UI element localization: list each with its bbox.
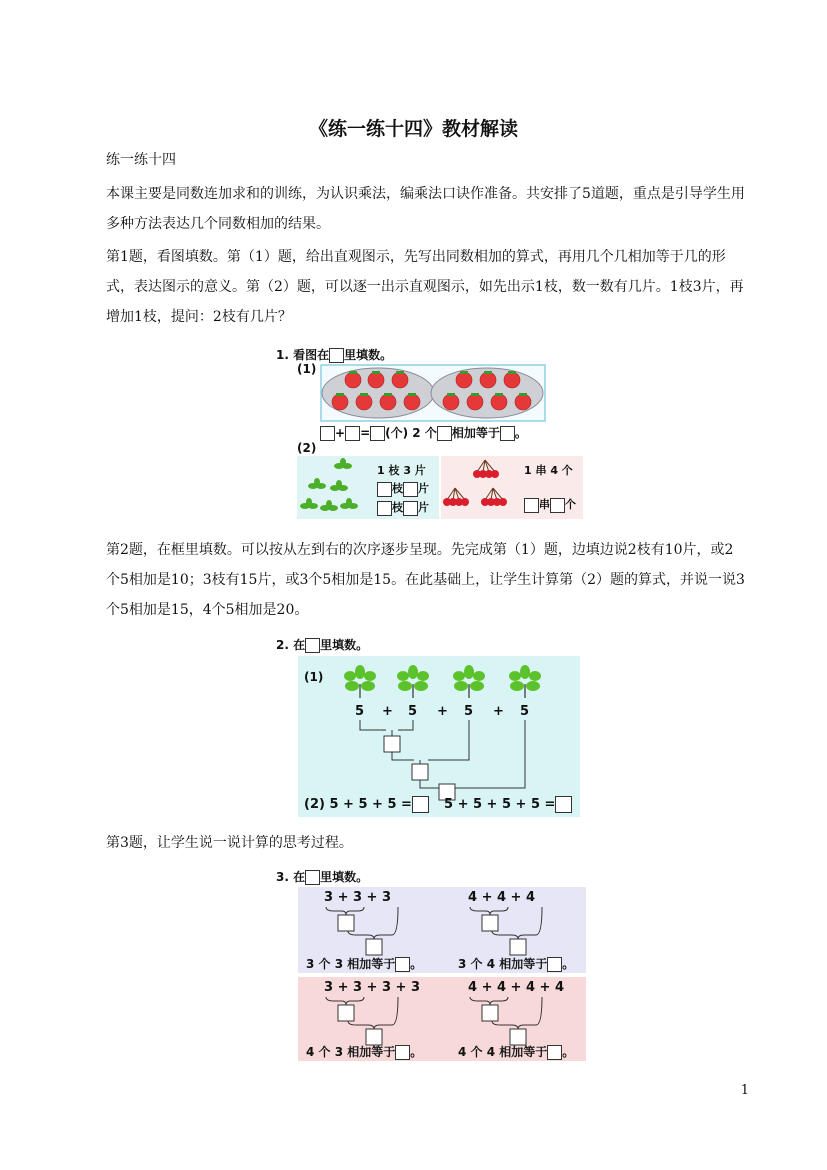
- paragraph-intro-text: 本课主要是同数连加求和的训练，为认识乘法，编乘法口诀作准备。共安排了5道题，重点是引导学生用多种方法表达几个同数相加的结果。: [106, 186, 745, 232]
- fig3-sentence-2: [458, 955, 574, 972]
- fig2-plus-3: +: [493, 704, 504, 719]
- answer-box: [377, 501, 392, 516]
- fig3-s4-text: 4 个 4 相加等于: [458, 1045, 548, 1059]
- answer-box: [305, 870, 320, 885]
- fig2-num-2: 5: [408, 704, 418, 719]
- answer-box: [500, 426, 515, 441]
- cherries-image: [441, 456, 521, 519]
- answer-box: [550, 498, 565, 513]
- fig2-part1-label: (1): [304, 670, 324, 684]
- answer-box: [524, 498, 539, 513]
- paragraph-q3: [106, 828, 746, 858]
- fig3-heading-post: 里填数。: [320, 870, 369, 884]
- cherry-line: 1 串 4 个: [524, 464, 573, 477]
- fig3-expr-3: 3 + 3 + 3 + 3: [324, 980, 421, 995]
- fig2-num-1: 5: [355, 704, 365, 719]
- fig3-s3-text: 4 个 3 相加等于: [306, 1045, 396, 1059]
- plus-sign: +: [335, 426, 346, 440]
- fig2-part2-second: [444, 796, 572, 813]
- answer-box: [329, 348, 344, 363]
- fig3-sentence-1: [306, 955, 422, 972]
- figure-1-heading: [276, 346, 392, 363]
- cherry-chuan: 串: [539, 498, 550, 511]
- fig3-expr-2: 4 + 4 + 4: [468, 890, 536, 905]
- paragraph-q2: [106, 535, 746, 625]
- fig2-panel: [298, 656, 580, 817]
- answer-box: [305, 638, 320, 653]
- page-number: 1: [740, 1083, 749, 1098]
- fig3-panel-top: [298, 887, 586, 973]
- answer-box: [345, 426, 360, 441]
- leaf-line: 1 枝 3 片: [377, 464, 426, 477]
- strawberry-plates-image: [320, 364, 546, 422]
- leaf-zhi: 枝: [392, 501, 403, 514]
- leaf-blank-2: [377, 499, 429, 516]
- fig3-s1-text: 3 个 3 相加等于: [306, 957, 396, 971]
- fig3-end: 。: [410, 1045, 423, 1059]
- eq-tail-pre: 2 个: [412, 426, 437, 440]
- eq-end: 。: [514, 426, 527, 440]
- fig1-part2-label: (2): [297, 441, 317, 455]
- fig3-expr-1: 3 + 3 + 3: [324, 890, 392, 905]
- fig3-panel-bottom: [298, 977, 586, 1061]
- answer-box: [395, 957, 410, 972]
- document-title: 《练一练十四》教材解读: [308, 118, 518, 140]
- answer-box: [412, 796, 429, 813]
- fig3-sentence-4: [458, 1043, 574, 1060]
- paragraph-q1: [106, 242, 746, 332]
- answer-box: [377, 482, 392, 497]
- eq-tail-post: 相加等于: [451, 426, 500, 440]
- fig3-end: 。: [562, 1045, 575, 1059]
- fig3-sentence-3: [306, 1043, 422, 1060]
- paragraph-q2-text: 第2题，在框里填数。可以按从左到右的次序逐步呈现。先完成第（1）题，边填边说2枝有10片，或2个5相加是10；3枝有15片，或3个5相加是15。在此基础上，让学生计算第（2）题的算式，并说一说3个5相加是15，4个5相加是20。: [106, 542, 745, 618]
- fig2-plus-2: +: [437, 704, 448, 719]
- paragraph-q1-text: 第1题，看图填数。第（1）题，给出直观图示，先写出同数相加的算式，再用几个几相加等于几的形式，表达图示的意义。第（2）题，可以逐一出示直观图示，如先出示1枝，数一数有几片。1枝3片，再增加1枝，提问：2枝有几片？: [106, 249, 744, 325]
- cherry-ge: 个: [565, 498, 576, 511]
- fig2-expr-2: 5 + 5 + 5 + 5 =: [444, 797, 556, 812]
- paragraph-q3-text: 第3题，让学生说一说计算的思考过程。: [106, 835, 353, 851]
- leaf-pian: 片: [418, 482, 429, 495]
- figure-3-heading: [276, 868, 368, 885]
- fig2-part2: [304, 796, 429, 813]
- leaves-image: [299, 458, 359, 516]
- paragraph-intro: [106, 179, 746, 239]
- answer-box: [555, 796, 572, 813]
- fig3-end: 。: [410, 957, 423, 971]
- leaf-blank-1: [377, 480, 429, 497]
- fig1-heading-pre: 1. 看图在: [276, 348, 330, 362]
- answer-box: [547, 957, 562, 972]
- fig2-num-4: 5: [520, 704, 530, 719]
- equal-sign: =: [360, 426, 371, 440]
- figure-2: [276, 636, 581, 818]
- cherry-blank: [524, 496, 576, 513]
- fig2-heading-post: 里填数。: [320, 638, 369, 652]
- fig3-heading-pre: 3. 在: [276, 870, 306, 884]
- fig3-s2-text: 3 个 4 相加等于: [458, 957, 548, 971]
- answer-box: [320, 426, 335, 441]
- fig2-num-3: 5: [464, 704, 474, 719]
- figure-1: [276, 346, 576, 522]
- fig2-heading-pre: 2. 在: [276, 638, 306, 652]
- answer-box: [547, 1045, 562, 1060]
- fig1-part1-label: (1): [297, 362, 317, 376]
- figure-3: [276, 868, 586, 1063]
- fig2-plus-1: +: [382, 704, 393, 719]
- answer-box: [395, 1045, 410, 1060]
- answer-box: [370, 426, 385, 441]
- fig3-end: 。: [562, 957, 575, 971]
- cherries-panel: [441, 456, 583, 519]
- figure-2-heading: [276, 636, 368, 653]
- answer-box: [403, 501, 418, 516]
- fig1-equation: [320, 424, 527, 441]
- fig2-tree-diagram: [298, 656, 580, 817]
- answer-box: [403, 482, 418, 497]
- fig2-part2-label: (2): [304, 797, 325, 812]
- answer-box: [437, 426, 452, 441]
- leaf-pian: 片: [418, 501, 429, 514]
- fig2-expr-1: 5 + 5 + 5 =: [329, 797, 412, 812]
- section-heading: 练一练十四: [106, 152, 176, 168]
- leaf-zhi: 枝: [392, 482, 403, 495]
- fig3-expr-4: 4 + 4 + 4 + 4: [468, 980, 565, 995]
- fig1-heading-post: 里填数。: [344, 348, 393, 362]
- leaves-panel: [297, 456, 439, 519]
- unit-text: (个): [385, 426, 409, 440]
